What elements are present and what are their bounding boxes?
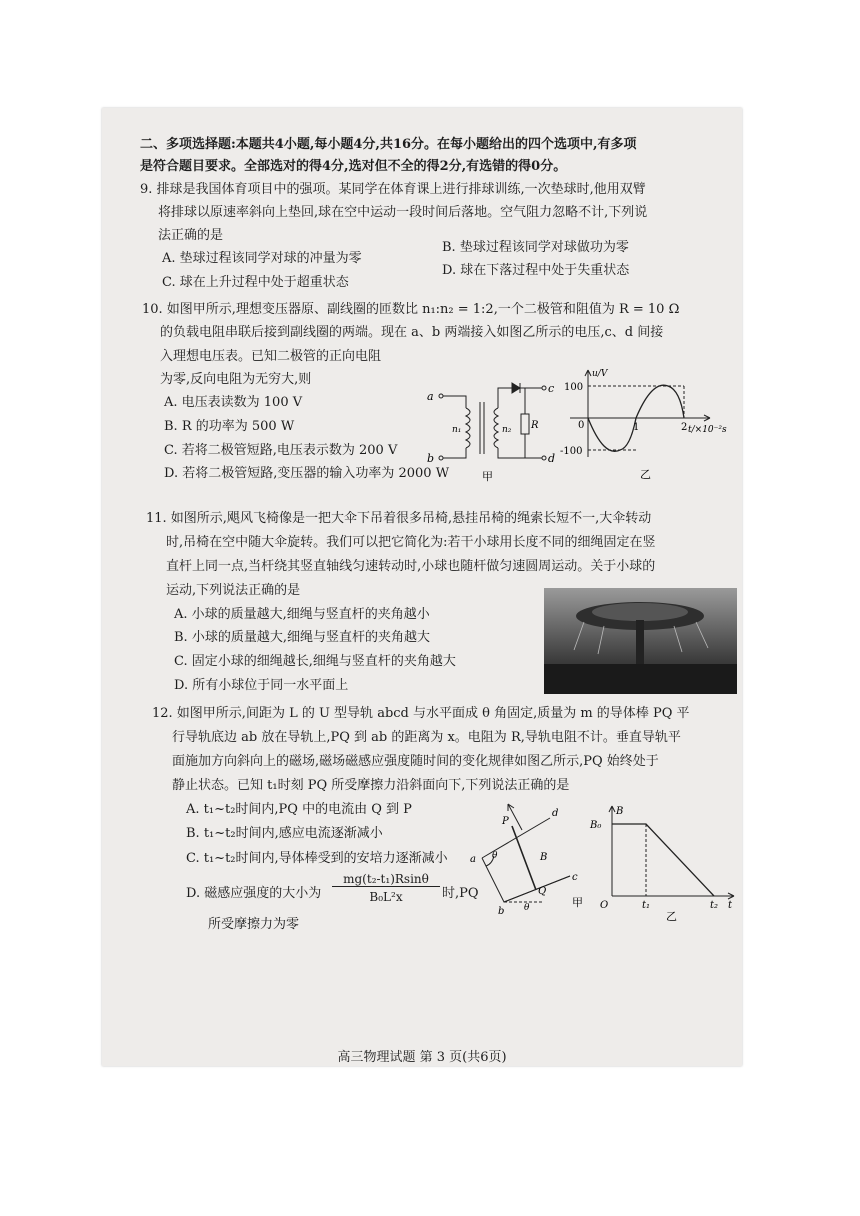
q9-option-d: D. 球在下落过程中处于失重状态 [442, 263, 630, 278]
rail-label-a: a [470, 854, 476, 865]
q12-inclined-rail-figure [464, 796, 584, 916]
secondary-bottom-wire [498, 448, 542, 458]
bt-label-t: t [728, 900, 733, 911]
graph-origin: 0 [578, 420, 585, 431]
diode-icon [512, 383, 520, 393]
crowd-silhouette [544, 664, 737, 694]
primary-coil [466, 408, 470, 448]
swing-ride-photo [544, 588, 737, 694]
q10-option-a: A. 电压表读数为 100 V [164, 395, 303, 410]
q11-stem-line1: 11. 如图所示,飓风飞椅像是一把大伞下吊着很多吊椅,悬挂吊椅的绳索长短不一,大伞转动 [146, 511, 652, 526]
q12-option-d-suffix: 时,PQ [442, 886, 479, 901]
bt-label-origin: O [600, 900, 609, 911]
figure-caption-yi-q12: 乙 [666, 910, 677, 923]
rail-side-bc [504, 876, 570, 902]
bt-axis-arrows [609, 806, 734, 899]
q9-stem-line2: 将排球以原速率斜向上垫回,球在空中运动一段时间后落地。空气阻力忽略不计,下列说 [158, 205, 648, 220]
label-n2: n₂ [502, 425, 512, 435]
terminal-a [439, 394, 443, 398]
bt-label-t1: t₁ [642, 900, 651, 911]
graph-y-label: u/V [592, 369, 608, 379]
bt-graph-line [612, 824, 714, 896]
q12-option-d-line2: 所受摩擦力为零 [208, 917, 300, 932]
q11-stem-line4: 运动,下列说法正确的是 [166, 583, 301, 598]
q11-stem-line2: 时,吊椅在空中随大伞旋转。我们可以把它简化为:若干小球用长度不同的细绳固定在竖 [166, 535, 656, 550]
primary-top-wire [443, 396, 466, 408]
q12-stem-line1: 12. 如图甲所示,间距为 L 的 U 型导轨 abcd 与水平面成 θ 角固定,质量为 m 的导体棒 PQ 平 [152, 706, 690, 721]
q12-option-a: A. t₁~t₂时间内,PQ 中的电流由 Q 到 P [186, 802, 412, 817]
section-heading-line2: 是符合题目要求。全部选对的得4分,选对但不全的得2分,有选错的得0分。 [140, 159, 567, 174]
page-footer: 高三物理试题 第 3 页(共6页) [337, 1050, 507, 1065]
q12-stem-line2: 行导轨底边 ab 放在导轨上,PQ 到 ab 的距离为 x。电阻为 R,导轨电阻不计。垂直导轨平 [172, 730, 681, 745]
q9-option-a: A. 垫球过程该同学对球的冲量为零 [162, 251, 362, 266]
rail-label-c: c [572, 872, 578, 883]
graph-tick-1: 1 [633, 422, 640, 433]
q10-stem-line3: 入理想电压表。已知二极管的正向电阻 [160, 349, 382, 364]
canopy-top [592, 603, 688, 621]
q9-option-b: B. 垫球过程该同学对球做功为零 [442, 240, 629, 255]
bt-label-b0: B₀ [590, 820, 602, 831]
rod-label-p: P [502, 816, 509, 827]
q12-bt-graph [588, 800, 738, 922]
secondary-coil [494, 408, 498, 448]
swing-ride-illustration [544, 588, 737, 694]
q11-option-b: B. 小球的质量越大,细绳与竖直杆的夹角越大 [174, 630, 430, 645]
graph-tick-100: 100 [564, 382, 584, 393]
secondary-top-wire [498, 388, 512, 408]
q10-transformer-circuit-figure [424, 378, 554, 488]
rail-label-d: d [552, 808, 559, 819]
graph-tick-2: 2 [681, 422, 688, 433]
figure-caption-jia: 甲 [482, 470, 493, 483]
q10-voltage-graph [560, 362, 730, 482]
q10-option-b: B. R 的功率为 500 W [164, 419, 295, 434]
label-c: c [548, 382, 555, 395]
bt-label-t2: t₂ [710, 900, 719, 911]
q10-stem-line2: 的负载电阻串联后接到副线圈的两端。现在 a、b 两端接入如图乙所示的电压,c、d 间接 [160, 325, 664, 340]
bt-label-b: B [616, 806, 624, 817]
terminal-c [542, 386, 546, 390]
graph-tick-minus100: -100 [560, 446, 583, 457]
q10-option-c: C. 若将二极管短路,电压表示数为 200 V [164, 443, 398, 458]
figure-caption-yi: 乙 [640, 468, 651, 481]
rod-label-q: Q [538, 886, 547, 897]
q11-stem-line3: 直杆上同一点,当杆绕其竖直轴线匀速转动时,小球也随杆做匀速圆周运动。关于小球的 [166, 559, 656, 574]
angle-label-theta: θ [492, 851, 498, 861]
label-r: R [531, 420, 539, 431]
q9-stem-line3: 法正确的是 [158, 228, 224, 243]
primary-bottom-wire [443, 448, 466, 458]
exam-page [102, 108, 742, 1066]
q11-option-c: C. 固定小球的细绳越长,细绳与竖直杆的夹角越大 [174, 654, 456, 669]
q11-option-d: D. 所有小球位于同一水平面上 [174, 678, 349, 693]
terminal-d [542, 456, 546, 460]
q12-option-d-numerator: mg(t₂-t₁)Rsinθ [332, 872, 440, 887]
q12-stem-line3: 面施加方向斜向上的磁场,磁场磁感应强度随时间的变化规律如图乙所示,PQ 始终处于 [172, 754, 659, 769]
section-heading-line1: 二、多项选择题:本题共4小题,每小题4分,共16分。在每小题给出的四个选项中,有多项 [140, 137, 637, 152]
q9-stem-line1: 9. 排球是我国体育项目中的强项。某同学在体育课上进行排球训练,一次垫球时,他用双臂 [140, 182, 646, 197]
graph-x-label: t/×10⁻²s [688, 425, 727, 435]
rail-label-b: b [498, 906, 505, 917]
angle-label-theta-bottom: θ [524, 903, 530, 913]
magnetic-field-arrow [508, 804, 522, 830]
conductor-rod-pq [512, 826, 536, 890]
q12-option-d-denominator: B₀L²x [369, 890, 403, 904]
q12-stem-line4: 静止状态。已知 t₁时刻 PQ 所受摩擦力沿斜面向下,下列说法正确的是 [172, 778, 570, 793]
terminal-b [439, 456, 443, 460]
q10-option-d: D. 若将二极管短路,变压器的输入功率为 2000 W [164, 466, 450, 481]
label-n1: n₁ [452, 425, 462, 435]
label-d: d [548, 452, 556, 465]
label-b: b [427, 452, 435, 465]
q12-option-d-prefix: D. 磁感应强度的大小为 [186, 886, 322, 901]
resistor-r [521, 414, 529, 434]
q12-option-b: B. t₁~t₂时间内,感应电流逐渐减小 [186, 826, 383, 841]
label-a: a [427, 390, 434, 403]
q10-stem-line4: 为零,反向电阻为无穷大,则 [160, 372, 312, 387]
q11-option-a: A. 小球的质量越大,细绳与竖直杆的夹角越小 [174, 607, 430, 622]
q12-option-c: C. t₁~t₂时间内,导体棒受到的安培力逐渐减小 [186, 851, 448, 866]
field-label-b: B [540, 852, 548, 863]
figure-caption-jia-q12: 甲 [572, 896, 583, 909]
q10-stem-line1: 10. 如图甲所示,理想变压器原、副线圈的匝数比 n₁:n₂ = 1:2,一个二极管和阻值为 R = 10 Ω [142, 302, 680, 317]
q9-option-c: C. 球在上升过程中处于超重状态 [162, 275, 349, 290]
